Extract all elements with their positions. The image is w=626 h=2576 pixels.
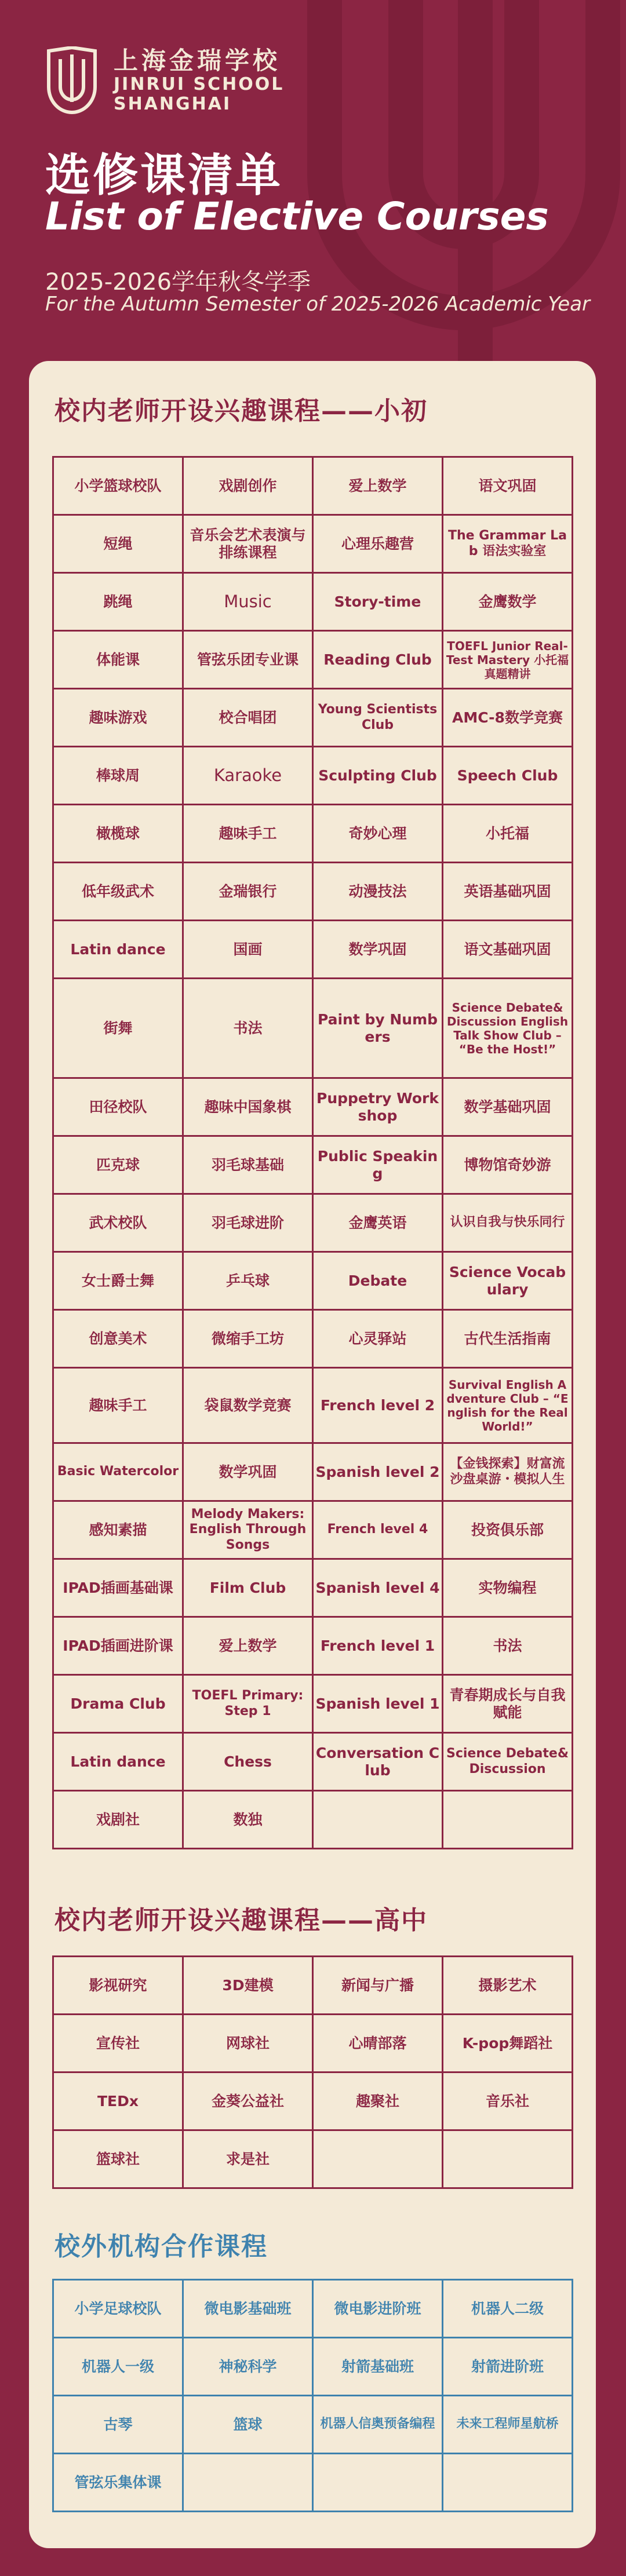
course-cell: 橄榄球	[53, 805, 183, 863]
table-row	[53, 805, 573, 863]
course-cell: TEDx	[53, 2073, 183, 2130]
course-cell: 管弦乐团专业课	[183, 631, 313, 689]
course-cell: 袋鼠数学竞赛	[183, 1368, 313, 1443]
table-row	[53, 1957, 573, 2015]
course-cell: Spanish level 2	[313, 1443, 443, 1501]
course-cell: 女士爵士舞	[53, 1252, 183, 1310]
course-cell: 趣味手工	[53, 1368, 183, 1443]
course-cell: Science Vocabulary	[443, 1252, 573, 1310]
empty-cell	[313, 1791, 443, 1849]
course-cell: Paint by Numbers	[313, 979, 443, 1078]
table-row	[53, 1078, 573, 1136]
course-cell: 国画	[183, 921, 313, 979]
course-cell: 跳绳	[53, 573, 183, 631]
course-cell: 奇妙心理	[313, 805, 443, 863]
course-cell: 小学足球校队	[53, 2280, 183, 2338]
course-cell: 实物编程	[443, 1559, 573, 1617]
course-cell: 射箭基础班	[313, 2338, 443, 2396]
page-title-cn: 选修课清单	[45, 149, 283, 202]
semester-cn: 2025-2026学年秋冬学季	[45, 269, 311, 295]
course-cell: 英语基础巩固	[443, 863, 573, 921]
course-cell: 街舞	[53, 979, 183, 1078]
course-cell: 篮球	[183, 2396, 313, 2454]
course-cell: 心灵驿站	[313, 1310, 443, 1368]
course-cell: Science Debate&Discussion	[443, 1733, 573, 1791]
course-cell: 羽毛球进阶	[183, 1194, 313, 1252]
table-row	[53, 1501, 573, 1559]
course-cell: 体能课	[53, 631, 183, 689]
course-cell: Music	[183, 573, 313, 631]
course-cell: 金鹰数学	[443, 573, 573, 631]
table-row	[53, 2280, 573, 2338]
course-cell: 小学篮球校队	[53, 457, 183, 515]
course-cell: IPAD插画基础课	[53, 1559, 183, 1617]
section-title-primary: 校内老师开设兴趣课程——小初	[54, 396, 428, 426]
table-row	[53, 631, 573, 689]
table-row	[53, 2454, 573, 2512]
school-name-en: JINRUI SCHOOL	[114, 74, 285, 94]
course-cell: 3D建模	[183, 1957, 313, 2015]
course-cell: 古代生活指南	[443, 1310, 573, 1368]
course-cell: French level 1	[313, 1617, 443, 1675]
high-course-table	[52, 1955, 573, 2189]
empty-cell	[183, 2454, 313, 2512]
empty-cell	[443, 2130, 573, 2188]
empty-cell	[443, 2454, 573, 2512]
school-emblem-icon	[45, 46, 99, 116]
table-row	[53, 747, 573, 805]
empty-cell	[313, 2454, 443, 2512]
empty-cell	[443, 1791, 573, 1849]
course-cell: 感知素描	[53, 1501, 183, 1559]
course-cell: 棒球周	[53, 747, 183, 805]
table-row	[53, 1310, 573, 1368]
course-cell: French level 4	[313, 1501, 443, 1559]
table-row	[53, 457, 573, 515]
course-cell: 书法	[443, 1617, 573, 1675]
course-cell: TOEFL Primary: Step 1	[183, 1675, 313, 1733]
semester-en: For the Autumn Semester of 2025-2026 Academic Year	[45, 293, 591, 316]
course-cell: 数学巩固	[313, 921, 443, 979]
course-cell: 网球社	[183, 2015, 313, 2073]
table-row	[53, 1559, 573, 1617]
course-cell: Basic Watercolor	[53, 1443, 183, 1501]
course-cell: 认识自我与快乐同行	[443, 1194, 573, 1252]
course-cell: 音乐社	[443, 2073, 573, 2130]
course-cell: Science Debate& Discussion English Talk Show Club – “Be the Host!”	[443, 979, 573, 1078]
course-cell: 数独	[183, 1791, 313, 1849]
course-cell: 【金钱探索】财富流沙盘桌游・模拟人生	[443, 1443, 573, 1501]
course-cell: Reading Club	[313, 631, 443, 689]
course-cell: 趣聚社	[313, 2073, 443, 2130]
course-cell: Drama Club	[53, 1675, 183, 1733]
course-cell: 微缩手工坊	[183, 1310, 313, 1368]
course-cell: Debate	[313, 1252, 443, 1310]
course-cell: TOEFL Junior Real-Test Mastery 小托福真题精讲	[443, 631, 573, 689]
table-row	[53, 1368, 573, 1443]
course-cell: 机器人二级	[443, 2280, 573, 2338]
course-cell: 趣味游戏	[53, 689, 183, 747]
course-cell: 心晴部落	[313, 2015, 443, 2073]
course-cell: 金瑞银行	[183, 863, 313, 921]
course-cell: K-pop舞蹈社	[443, 2015, 573, 2073]
course-cell: 数学基础巩固	[443, 1078, 573, 1136]
section-title-external: 校外机构合作课程	[54, 2232, 268, 2261]
table-row	[53, 573, 573, 631]
table-row	[53, 1443, 573, 1501]
course-cell: 篮球社	[53, 2130, 183, 2188]
course-cell: 校合唱团	[183, 689, 313, 747]
course-cell: 管弦乐集体课	[53, 2454, 183, 2512]
table-row	[53, 1136, 573, 1194]
course-cell: 新闻与广播	[313, 1957, 443, 2015]
course-cell: Survival English Adventure Club – “English for the Real World!”	[443, 1368, 573, 1443]
course-cell: 语文基础巩固	[443, 921, 573, 979]
table-row	[53, 2396, 573, 2454]
course-cell: French level 2	[313, 1368, 443, 1443]
course-cell: Sculpting Club	[313, 747, 443, 805]
table-row	[53, 863, 573, 921]
table-row	[53, 1791, 573, 1849]
empty-cell	[313, 2130, 443, 2188]
course-cell: IPAD插画进阶课	[53, 1617, 183, 1675]
course-cell: 趣味中国象棋	[183, 1078, 313, 1136]
course-cell: Speech Club	[443, 747, 573, 805]
course-cell: 匹克球	[53, 1136, 183, 1194]
course-cell: 爱上数学	[313, 457, 443, 515]
course-cell: Latin dance	[53, 1733, 183, 1791]
course-cell: 乒乓球	[183, 1252, 313, 1310]
course-cell: 求是社	[183, 2130, 313, 2188]
primary-course-table	[52, 456, 573, 1849]
table-row	[53, 979, 573, 1078]
course-cell: Conversation Club	[313, 1733, 443, 1791]
table-row	[53, 2130, 573, 2188]
section-title-high: 校内老师开设兴趣课程——高中	[54, 1906, 428, 1935]
table-row	[53, 2073, 573, 2130]
course-cell: 青春期成长与自我赋能	[443, 1675, 573, 1733]
course-cell: 戏剧创作	[183, 457, 313, 515]
school-location-en: SHANGHAI	[114, 94, 232, 115]
course-cell: Melody Makers: English Through Songs	[183, 1501, 313, 1559]
course-cell: 金葵公益社	[183, 2073, 313, 2130]
course-cell: 投资俱乐部	[443, 1501, 573, 1559]
table-row	[53, 1194, 573, 1252]
course-cell: 心理乐趣营	[313, 515, 443, 573]
course-cell: 低年级武术	[53, 863, 183, 921]
course-cell: 射箭进阶班	[443, 2338, 573, 2396]
header	[45, 46, 284, 116]
course-card	[29, 361, 596, 2548]
table-row	[53, 515, 573, 573]
course-cell: 短绳	[53, 515, 183, 573]
course-cell: Latin dance	[53, 921, 183, 979]
course-cell: Puppetry Workshop	[313, 1078, 443, 1136]
course-cell: 金鹰英语	[313, 1194, 443, 1252]
course-cell: 微电影进阶班	[313, 2280, 443, 2338]
course-cell: Story-time	[313, 573, 443, 631]
school-name-cn: 上海金瑞学校	[114, 46, 281, 75]
course-cell: 戏剧社	[53, 1791, 183, 1849]
table-row	[53, 1675, 573, 1733]
course-cell: Chess	[183, 1733, 313, 1791]
course-cell: 机器人信奥预备编程	[313, 2396, 443, 2454]
course-cell: 动漫技法	[313, 863, 443, 921]
course-cell: 数学巩固	[183, 1443, 313, 1501]
course-cell: 古琴	[53, 2396, 183, 2454]
school-logo	[45, 46, 284, 116]
table-row	[53, 689, 573, 747]
course-cell: 音乐会艺术表演与排练课程	[183, 515, 313, 573]
course-cell: 机器人一级	[53, 2338, 183, 2396]
table-row	[53, 2015, 573, 2073]
course-cell: 博物馆奇妙游	[443, 1136, 573, 1194]
course-cell: 摄影艺术	[443, 1957, 573, 2015]
course-cell: 神秘科学	[183, 2338, 313, 2396]
course-cell: Spanish level 4	[313, 1559, 443, 1617]
course-cell: 未来工程师星航桥	[443, 2396, 573, 2454]
external-course-table	[52, 2279, 573, 2512]
course-cell: 宣传社	[53, 2015, 183, 2073]
course-cell: 语文巩固	[443, 457, 573, 515]
table-row	[53, 2338, 573, 2396]
course-cell: 微电影基础班	[183, 2280, 313, 2338]
course-cell: Public Speaking	[313, 1136, 443, 1194]
course-cell: Young Scientists Club	[313, 689, 443, 747]
course-cell: 影视研究	[53, 1957, 183, 2015]
table-row	[53, 1252, 573, 1310]
course-cell: 小托福	[443, 805, 573, 863]
course-cell: 爱上数学	[183, 1617, 313, 1675]
course-cell: 田径校队	[53, 1078, 183, 1136]
course-cell: Spanish level 1	[313, 1675, 443, 1733]
course-cell: 羽毛球基础	[183, 1136, 313, 1194]
table-row	[53, 1617, 573, 1675]
page-title-en: List of Elective Courses	[45, 194, 549, 239]
table-row	[53, 921, 573, 979]
course-cell: 武术校队	[53, 1194, 183, 1252]
course-cell: The Grammar Lab 语法实验室	[443, 515, 573, 573]
course-cell: Karaoke	[183, 747, 313, 805]
course-cell: AMC-8数学竞赛	[443, 689, 573, 747]
course-cell: Film Club	[183, 1559, 313, 1617]
course-cell: 创意美术	[53, 1310, 183, 1368]
table-row	[53, 1733, 573, 1791]
course-cell: 趣味手工	[183, 805, 313, 863]
course-cell: 书法	[183, 979, 313, 1078]
